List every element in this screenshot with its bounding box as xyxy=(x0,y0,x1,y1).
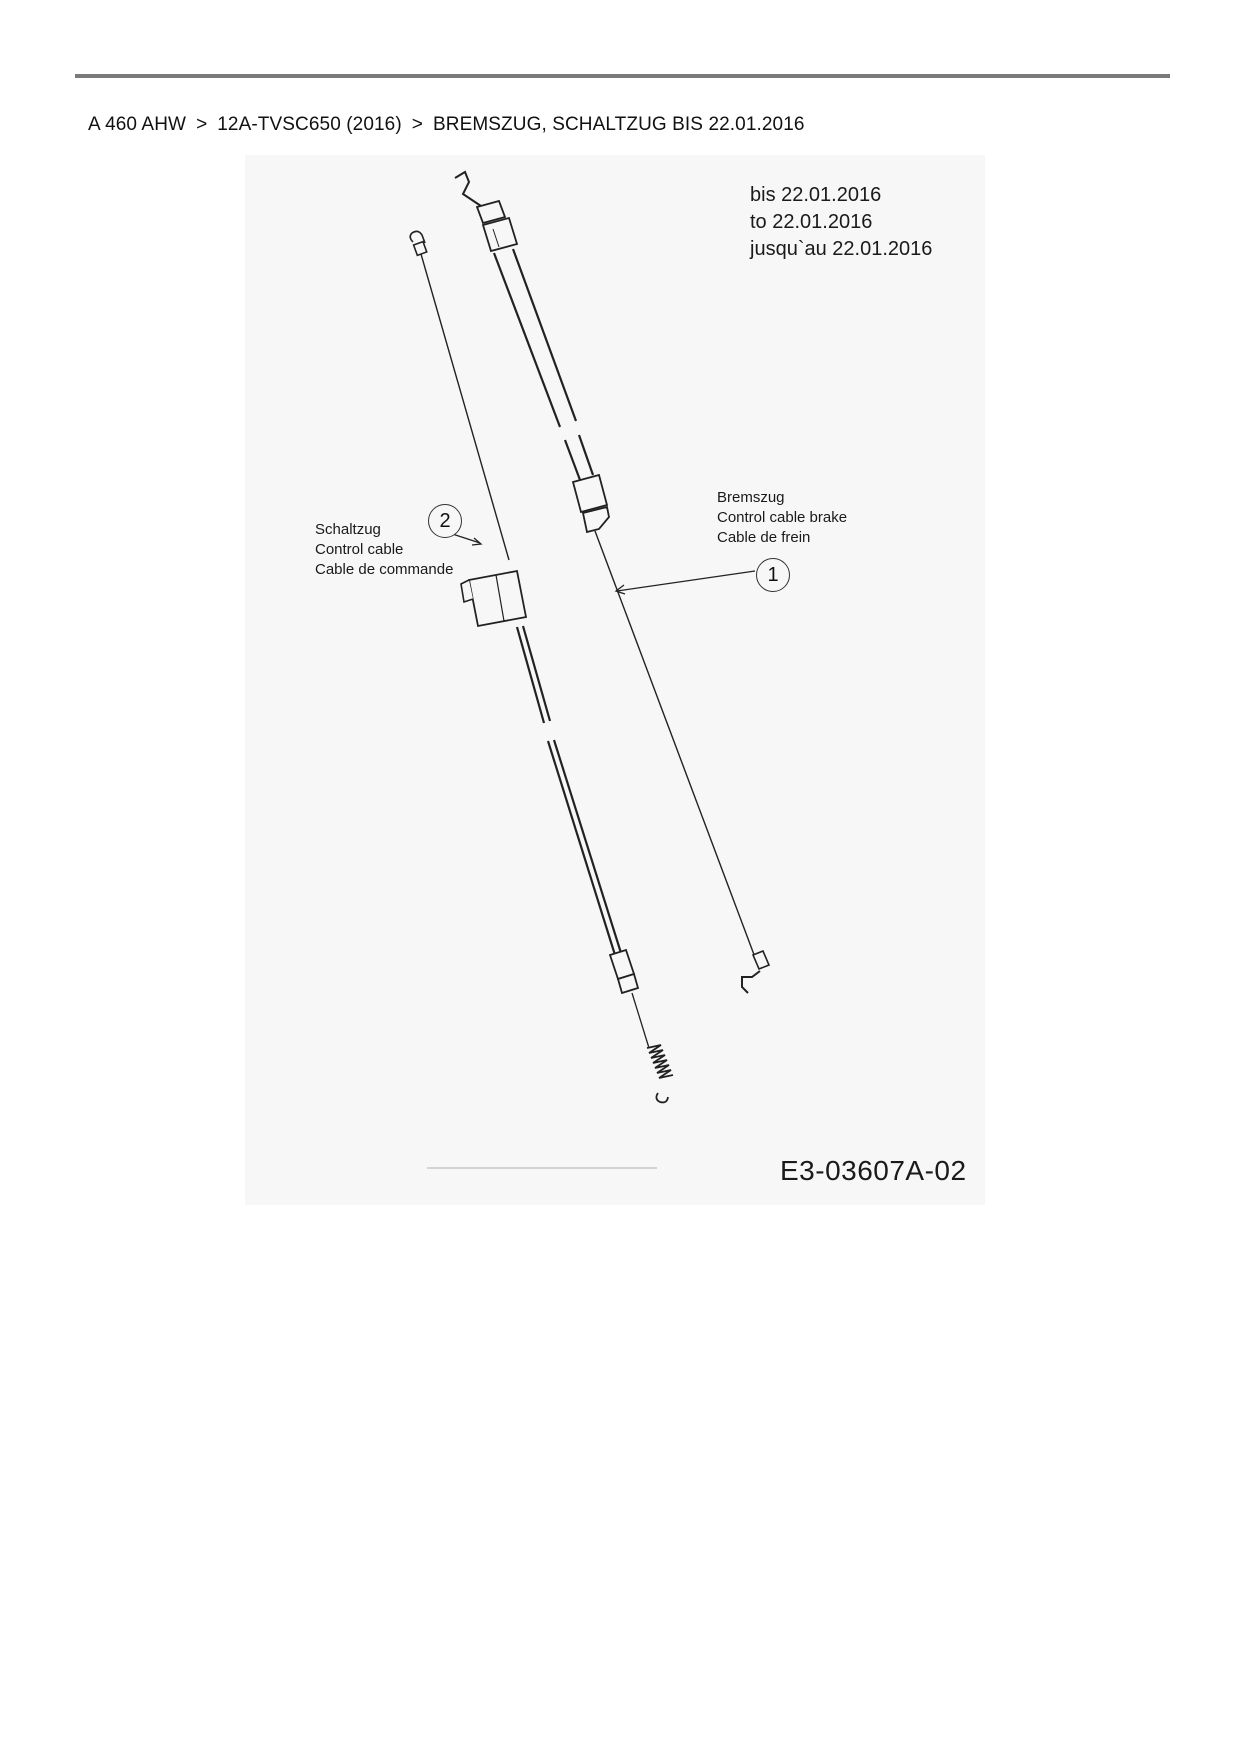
validity-line-de: bis 22.01.2016 xyxy=(750,184,882,206)
cable-drawing xyxy=(245,155,985,1205)
shift-cable-spring xyxy=(647,1045,673,1078)
callout-1-leader xyxy=(617,571,755,591)
part-1-callout[interactable]: 1 xyxy=(756,558,790,592)
brake-cable-top-adjuster xyxy=(483,218,517,251)
validity-line-en: to 22.01.2016 xyxy=(750,211,873,233)
drawing-id: E3-03607A-02 xyxy=(780,1155,967,1186)
parts-diagram xyxy=(245,155,985,1205)
part-1-label-en: Control cable brake xyxy=(717,509,848,526)
validity-line-fr: jusqu`au 22.01.2016 xyxy=(750,238,933,260)
part-1-label-fr: Cable de frein xyxy=(717,529,811,546)
breadcrumb-item-variant[interactable]: 12A-TVSC650 (2016) xyxy=(217,114,402,135)
part-2-label-fr: Cable de commande xyxy=(315,561,454,578)
breadcrumb-item-assembly: BREMSZUG, SCHALTZUG BIS 22.01.2016 xyxy=(432,114,805,135)
shift-cable-clip xyxy=(469,571,526,626)
part-1-label xyxy=(717,488,847,548)
shift-cable xyxy=(410,231,673,1102)
brake-cable-lower-adjuster xyxy=(573,475,607,512)
breadcrumb-item-model[interactable]: A 460 AHW xyxy=(88,114,187,135)
part-2-callout[interactable]: 2 xyxy=(428,504,462,538)
header-rule xyxy=(75,74,1170,78)
validity-note xyxy=(750,182,932,263)
part-1-label-de: Bremszug xyxy=(717,489,785,506)
breadcrumb-separator: > xyxy=(196,114,208,135)
breadcrumb xyxy=(88,114,805,136)
breadcrumb-separator: > xyxy=(411,114,423,135)
part-2-label-de: Schaltzug xyxy=(315,521,381,538)
part-2-label-en: Control cable xyxy=(315,541,404,558)
